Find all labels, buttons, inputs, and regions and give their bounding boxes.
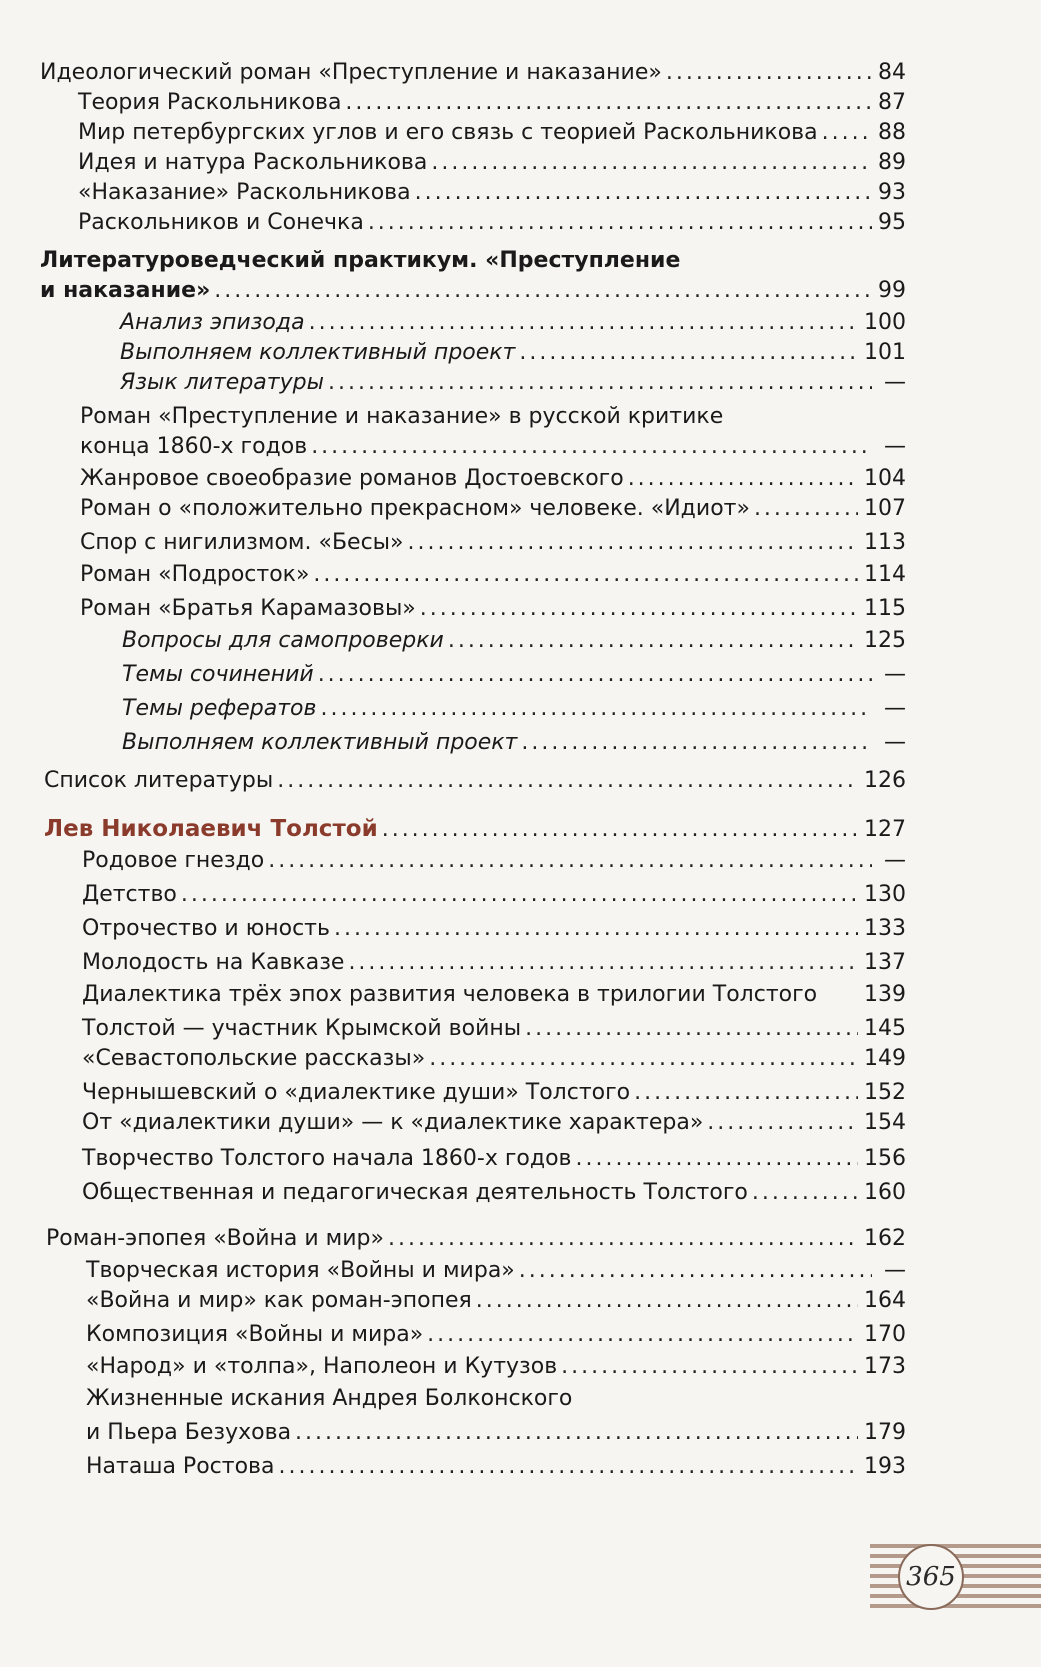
toc-entry	[82, 1080, 906, 1106]
toc-entry-page: 89	[878, 150, 906, 175]
toc-entry-title: «Севастопольские рассказы»	[82, 1046, 426, 1071]
toc-entry-page: 139	[864, 982, 906, 1007]
toc-entry-page: 149	[864, 1046, 906, 1071]
toc-entry-title: Мир петербургских углов и его связь с теорией Раскольникова	[78, 120, 818, 145]
toc-entry-page: 126	[864, 768, 906, 793]
toc-entry	[120, 340, 906, 366]
toc-entry	[120, 310, 906, 336]
toc-entry-page: —	[884, 848, 906, 873]
toc-entry-page: 88	[878, 120, 906, 145]
toc-entry-title: Идея и натура Раскольникова	[78, 150, 428, 175]
toc-entry-page: 162	[864, 1226, 906, 1251]
toc-entry	[78, 150, 906, 176]
toc-entry-page: 193	[864, 1454, 906, 1479]
toc-entry	[40, 278, 906, 304]
toc-entry-title: Выполняем коллективный проект	[120, 340, 516, 365]
toc-entry-page: 125	[864, 628, 906, 653]
toc-entry-page: 113	[864, 530, 906, 555]
toc-entry-page: 156	[864, 1146, 906, 1171]
toc-entry	[86, 1354, 906, 1380]
toc-entry-page: 173	[864, 1354, 906, 1379]
toc-entry-title: Роман о «положительно прекрасном» человеке. «Идиот»	[80, 496, 750, 521]
toc-entry-page: 115	[864, 596, 906, 621]
toc-entry-title: Жанровое своеобразие романов Достоевского	[80, 466, 624, 491]
toc-entry	[80, 596, 906, 622]
toc-entry-title: Роман «Преступление и наказание» в русской критике	[80, 404, 724, 429]
toc-entry	[120, 370, 906, 396]
toc-entry-title: Теория Раскольникова	[78, 90, 342, 115]
toc-entry-title: Композиция «Войны и мира»	[86, 1322, 424, 1347]
toc-entry	[122, 628, 906, 654]
toc-entry	[86, 1288, 906, 1314]
page-number-badge	[870, 1540, 1041, 1610]
toc-entry	[80, 562, 906, 588]
toc-entry	[86, 1258, 906, 1284]
toc-entry-page: 133	[864, 916, 906, 941]
toc-entry-page: 164	[864, 1288, 906, 1313]
toc-entry-title: Толстой — участник Крымской войны	[82, 1016, 522, 1041]
toc-entry	[40, 60, 906, 86]
toc-entry	[122, 662, 906, 688]
toc-entry-title: Раскольников и Сонечка	[78, 210, 364, 235]
toc-entry	[86, 1420, 906, 1446]
toc-entry-title: Диалектика трёх эпох развития человека в трилогии Толстого	[82, 982, 818, 1007]
toc-entry-title: Выполняем коллективный проект	[122, 730, 518, 755]
toc-entry-title: Спор с нигилизмом. «Бесы»	[80, 530, 404, 555]
toc-entry-page: —	[884, 696, 906, 721]
toc-entry-page: —	[884, 434, 906, 459]
toc-entry-title: конца 1860-х годов	[80, 434, 308, 459]
toc-entry	[46, 1226, 906, 1252]
toc-entry-title: Общественная и педагогическая деятельность Толстого	[82, 1180, 748, 1205]
toc-entry	[78, 120, 906, 146]
toc-entry	[82, 950, 906, 976]
toc-entry-title: Молодость на Кавказе	[82, 950, 345, 975]
toc-entry	[80, 530, 906, 556]
toc-entry-page: 104	[864, 466, 906, 491]
toc-entry-title: Язык литературы	[120, 370, 324, 395]
toc-entry-page: 101	[864, 340, 906, 365]
toc-entry-page: 152	[864, 1080, 906, 1105]
toc-entry-title: Творчество Толстого начала 1860-х годов	[82, 1146, 572, 1171]
toc-entry-title: «Народ» и «толпа», Наполеон и Кутузов	[86, 1354, 558, 1379]
toc-entry-page: 145	[864, 1016, 906, 1041]
toc-entry-title: От «диалектики души» — к «диалектике характера»	[82, 1110, 704, 1135]
toc-entry-page: 130	[864, 882, 906, 907]
toc-entry-page: —	[884, 662, 906, 687]
toc-entry-title: Роман-эпопея «Война и мир»	[46, 1226, 384, 1251]
toc-entry	[82, 848, 906, 874]
toc-entry	[82, 916, 906, 942]
toc-entry	[82, 882, 906, 908]
toc-entry-page: 100	[864, 310, 906, 335]
toc-entry-page: 93	[878, 180, 906, 205]
toc-entry	[78, 180, 906, 206]
toc-entry-page: 87	[878, 90, 906, 115]
section-title: Лев Николаевич Толстой	[44, 816, 378, 842]
toc-entry-title: Родовое гнездо	[82, 848, 265, 873]
toc-entry	[82, 1180, 906, 1206]
toc-entry-title: и Пьера Безухова	[86, 1420, 292, 1445]
toc-entry	[82, 982, 906, 1008]
toc-entry-page: —	[884, 730, 906, 755]
toc-entry	[82, 1016, 906, 1042]
toc-entry-page: 137	[864, 950, 906, 975]
toc-entry-title: Творческая история «Войны и мира»	[86, 1258, 515, 1283]
toc-entry	[86, 1322, 906, 1348]
toc-entry-page: 170	[864, 1322, 906, 1347]
toc-entry-title: Наташа Ростова	[86, 1454, 275, 1479]
toc-entry-page: 107	[864, 496, 906, 521]
toc-entry-title: и наказание»	[40, 278, 211, 303]
toc-entry-page: 179	[864, 1420, 906, 1445]
toc-entry	[82, 1110, 906, 1136]
toc-entry-page: 127	[864, 817, 906, 842]
toc-entry	[78, 210, 906, 236]
toc-entry	[78, 90, 906, 116]
toc-entry-title: Анализ эпизода	[120, 310, 305, 335]
toc-entry	[82, 1146, 906, 1172]
toc-entry-page: 99	[878, 278, 906, 303]
toc-entry-page: 160	[864, 1180, 906, 1205]
toc-entry-title: Жизненные искания Андрея Болконского	[86, 1386, 573, 1411]
toc-entry	[122, 730, 906, 756]
toc-entry-title: Отрочество и юность	[82, 916, 330, 941]
toc-entry	[44, 816, 906, 843]
toc-entry	[82, 1046, 906, 1072]
toc-entry-title: Темы сочинений	[122, 662, 314, 687]
toc-entry-title: Литературоведческий практикум. «Преступление	[40, 248, 681, 273]
page-number: 365	[898, 1544, 964, 1610]
toc-entry-title: Роман «Подросток»	[80, 562, 310, 587]
toc-entry-page: 95	[878, 210, 906, 235]
toc-entry	[80, 434, 906, 460]
toc-entry	[86, 1454, 906, 1480]
toc-entry-title: Темы рефератов	[122, 696, 317, 721]
toc-entry-title: «Война и мир» как роман-эпопея	[86, 1288, 472, 1313]
toc-entry-page: 84	[878, 60, 906, 85]
toc-entry	[80, 466, 906, 492]
toc-entry-title: Детство	[82, 882, 177, 907]
toc-entry	[80, 496, 906, 522]
toc-entry-title: Список литературы	[44, 768, 274, 793]
toc-entry-title: Роман «Братья Карамазовы»	[80, 596, 416, 621]
toc-entry-page: 114	[864, 562, 906, 587]
toc-entry-title: Идеологический роман «Преступление и наказание»	[40, 60, 662, 85]
toc-entry-page: —	[884, 370, 906, 395]
toc-entry-page: —	[884, 1258, 906, 1283]
toc-entry-title: Вопросы для самопроверки	[122, 628, 444, 653]
toc-entry-title: «Наказание» Раскольникова	[78, 180, 411, 205]
toc-entry-title: Чернышевский о «диалектике души» Толстого	[82, 1080, 631, 1105]
toc-entry	[44, 768, 906, 794]
toc-entry-page: 154	[864, 1110, 906, 1135]
toc-entry	[122, 696, 906, 722]
